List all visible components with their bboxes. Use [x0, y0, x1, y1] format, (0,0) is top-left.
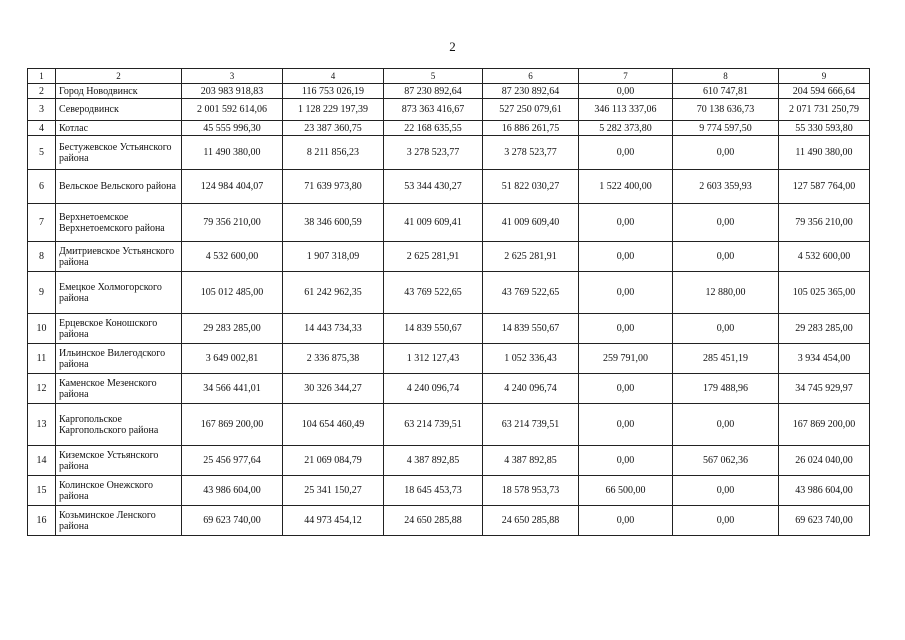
- municipality-name-cell: Ерцевское Коношского района: [56, 314, 182, 344]
- amount-cell: 29 283 285,00: [779, 314, 870, 344]
- amount-cell: 71 639 973,80: [283, 170, 384, 204]
- amount-cell: 104 654 460,49: [283, 404, 384, 446]
- amount-cell: 0,00: [673, 204, 779, 242]
- municipality-name-cell: Верхнетоемское Верхнетоемского района: [56, 204, 182, 242]
- table-row: [28, 136, 870, 170]
- municipality-name-cell: Емецкое Холмогорского района: [56, 272, 182, 314]
- amount-cell: 4 240 096,74: [384, 374, 483, 404]
- amount-cell: 18 645 453,73: [384, 476, 483, 506]
- municipality-name-cell: Колинское Онежского района: [56, 476, 182, 506]
- amount-cell: 0,00: [579, 84, 673, 99]
- amount-cell: 38 346 600,59: [283, 204, 384, 242]
- amount-cell: 0,00: [579, 242, 673, 272]
- amount-cell: 4 387 892,85: [384, 446, 483, 476]
- table-row: [28, 204, 870, 242]
- amount-cell: 0,00: [579, 314, 673, 344]
- amount-cell: 12 880,00: [673, 272, 779, 314]
- amount-cell: 51 822 030,27: [483, 170, 579, 204]
- amount-cell: 41 009 609,40: [483, 204, 579, 242]
- amount-cell: 34 566 441,01: [182, 374, 283, 404]
- municipality-name-cell: Киземское Устьянского района: [56, 446, 182, 476]
- amount-cell: 3 934 454,00: [779, 344, 870, 374]
- amount-cell: 4 240 096,74: [483, 374, 579, 404]
- amount-cell: 14 839 550,67: [483, 314, 579, 344]
- row-number-cell: 16: [28, 506, 56, 536]
- table-row: [28, 374, 870, 404]
- amount-cell: 0,00: [579, 404, 673, 446]
- amount-cell: 5 282 373,80: [579, 121, 673, 136]
- municipality-name-cell: Вельское Вельского района: [56, 170, 182, 204]
- amount-cell: 61 242 962,35: [283, 272, 384, 314]
- amount-cell: 3 278 523,77: [483, 136, 579, 170]
- amount-cell: 18 578 953,73: [483, 476, 579, 506]
- amount-cell: 66 500,00: [579, 476, 673, 506]
- amount-cell: 11 490 380,00: [182, 136, 283, 170]
- amount-cell: 30 326 344,27: [283, 374, 384, 404]
- table-row: [28, 506, 870, 536]
- amount-cell: 2 336 875,38: [283, 344, 384, 374]
- amount-cell: 8 211 856,23: [283, 136, 384, 170]
- amount-cell: 2 603 359,93: [673, 170, 779, 204]
- amount-cell: 203 983 918,83: [182, 84, 283, 99]
- amount-cell: 2 625 281,91: [483, 242, 579, 272]
- municipality-name-cell: Северодвинск: [56, 99, 182, 121]
- amount-cell: 3 278 523,77: [384, 136, 483, 170]
- amount-cell: 1 907 318,09: [283, 242, 384, 272]
- municipality-name-cell: Котлас: [56, 121, 182, 136]
- amount-cell: 34 745 929,97: [779, 374, 870, 404]
- municipality-name-cell: Каргопольское Каргопольского района: [56, 404, 182, 446]
- amount-cell: 285 451,19: [673, 344, 779, 374]
- row-number-cell: 9: [28, 272, 56, 314]
- row-number-cell: 15: [28, 476, 56, 506]
- amount-cell: 43 986 604,00: [779, 476, 870, 506]
- table-row: [28, 121, 870, 136]
- amount-cell: 873 363 416,67: [384, 99, 483, 121]
- table-row: [28, 242, 870, 272]
- municipality-name-cell: Козьминское Ленского района: [56, 506, 182, 536]
- amount-cell: 116 753 026,19: [283, 84, 384, 99]
- amount-cell: 44 973 454,12: [283, 506, 384, 536]
- column-header: 8: [673, 69, 779, 84]
- amount-cell: 0,00: [579, 446, 673, 476]
- table-row: [28, 314, 870, 344]
- amount-cell: 43 986 604,00: [182, 476, 283, 506]
- table-row: [28, 84, 870, 99]
- amount-cell: 4 387 892,85: [483, 446, 579, 476]
- amount-cell: 55 330 593,80: [779, 121, 870, 136]
- amount-cell: 9 774 597,50: [673, 121, 779, 136]
- amount-cell: 29 283 285,00: [182, 314, 283, 344]
- row-number-cell: 13: [28, 404, 56, 446]
- amount-cell: 25 456 977,64: [182, 446, 283, 476]
- amount-cell: 127 587 764,00: [779, 170, 870, 204]
- page-number: 2: [449, 39, 456, 54]
- amount-cell: 25 341 150,27: [283, 476, 384, 506]
- row-number-cell: 2: [28, 84, 56, 99]
- amount-cell: 79 356 210,00: [182, 204, 283, 242]
- amount-cell: 4 532 600,00: [182, 242, 283, 272]
- amount-cell: 22 168 635,55: [384, 121, 483, 136]
- amount-cell: 105 012 485,00: [182, 272, 283, 314]
- amount-cell: 70 138 636,73: [673, 99, 779, 121]
- budget-table: [27, 68, 870, 536]
- municipality-name-cell: Город Новодвинск: [56, 84, 182, 99]
- amount-cell: 167 869 200,00: [779, 404, 870, 446]
- table-row: [28, 476, 870, 506]
- table-row: [28, 404, 870, 446]
- amount-cell: 0,00: [673, 242, 779, 272]
- amount-cell: 1 312 127,43: [384, 344, 483, 374]
- table-body: [28, 69, 870, 536]
- row-number-cell: 6: [28, 170, 56, 204]
- amount-cell: 610 747,81: [673, 84, 779, 99]
- amount-cell: 4 532 600,00: [779, 242, 870, 272]
- row-number-cell: 14: [28, 446, 56, 476]
- amount-cell: 0,00: [579, 374, 673, 404]
- column-header: 7: [579, 69, 673, 84]
- table-row: [28, 272, 870, 314]
- amount-cell: 24 650 285,88: [483, 506, 579, 536]
- amount-cell: 259 791,00: [579, 344, 673, 374]
- amount-cell: 167 869 200,00: [182, 404, 283, 446]
- row-number-cell: 8: [28, 242, 56, 272]
- amount-cell: 0,00: [673, 506, 779, 536]
- amount-cell: 16 886 261,75: [483, 121, 579, 136]
- amount-cell: 63 214 739,51: [483, 404, 579, 446]
- amount-cell: 69 623 740,00: [182, 506, 283, 536]
- amount-cell: 0,00: [579, 272, 673, 314]
- amount-cell: 14 839 550,67: [384, 314, 483, 344]
- amount-cell: 63 214 739,51: [384, 404, 483, 446]
- amount-cell: 527 250 079,61: [483, 99, 579, 121]
- amount-cell: 87 230 892,64: [483, 84, 579, 99]
- amount-cell: 1 522 400,00: [579, 170, 673, 204]
- table-row: [28, 344, 870, 374]
- amount-cell: 0,00: [673, 476, 779, 506]
- amount-cell: 0,00: [579, 204, 673, 242]
- amount-cell: 0,00: [673, 136, 779, 170]
- column-header: 2: [56, 69, 182, 84]
- amount-cell: 0,00: [579, 506, 673, 536]
- municipality-name-cell: Дмитриевское Устьянского района: [56, 242, 182, 272]
- amount-cell: 87 230 892,64: [384, 84, 483, 99]
- column-header: 3: [182, 69, 283, 84]
- column-header: 9: [779, 69, 870, 84]
- row-number-cell: 7: [28, 204, 56, 242]
- row-number-cell: 4: [28, 121, 56, 136]
- amount-cell: 1 052 336,43: [483, 344, 579, 374]
- municipality-name-cell: Бестужевское Устьянского района: [56, 136, 182, 170]
- amount-cell: 2 071 731 250,79: [779, 99, 870, 121]
- column-header: 4: [283, 69, 384, 84]
- amount-cell: 69 623 740,00: [779, 506, 870, 536]
- amount-cell: 24 650 285,88: [384, 506, 483, 536]
- row-number-cell: 5: [28, 136, 56, 170]
- row-number-cell: 3: [28, 99, 56, 121]
- column-number-row: [28, 69, 870, 84]
- amount-cell: 2 625 281,91: [384, 242, 483, 272]
- municipality-name-cell: Ильинское Вилегодского района: [56, 344, 182, 374]
- amount-cell: 124 984 404,07: [182, 170, 283, 204]
- amount-cell: 346 113 337,06: [579, 99, 673, 121]
- amount-cell: 0,00: [673, 404, 779, 446]
- amount-cell: 43 769 522,65: [483, 272, 579, 314]
- amount-cell: 14 443 734,33: [283, 314, 384, 344]
- amount-cell: 567 062,36: [673, 446, 779, 476]
- amount-cell: 26 024 040,00: [779, 446, 870, 476]
- row-number-cell: 12: [28, 374, 56, 404]
- amount-cell: 41 009 609,41: [384, 204, 483, 242]
- table-row: [28, 170, 870, 204]
- amount-cell: 204 594 666,64: [779, 84, 870, 99]
- amount-cell: 45 555 996,30: [182, 121, 283, 136]
- row-number-cell: 11: [28, 344, 56, 374]
- municipality-name-cell: Каменское Мезенского района: [56, 374, 182, 404]
- table-row: [28, 446, 870, 476]
- column-header: 6: [483, 69, 579, 84]
- amount-cell: 21 069 084,79: [283, 446, 384, 476]
- amount-cell: 1 128 229 197,39: [283, 99, 384, 121]
- amount-cell: 79 356 210,00: [779, 204, 870, 242]
- amount-cell: 23 387 360,75: [283, 121, 384, 136]
- column-header: 1: [28, 69, 56, 84]
- amount-cell: 3 649 002,81: [182, 344, 283, 374]
- amount-cell: 2 001 592 614,06: [182, 99, 283, 121]
- amount-cell: 53 344 430,27: [384, 170, 483, 204]
- amount-cell: 11 490 380,00: [779, 136, 870, 170]
- amount-cell: 0,00: [673, 314, 779, 344]
- table-row: [28, 99, 870, 121]
- row-number-cell: 10: [28, 314, 56, 344]
- amount-cell: 43 769 522,65: [384, 272, 483, 314]
- amount-cell: 179 488,96: [673, 374, 779, 404]
- amount-cell: 0,00: [579, 136, 673, 170]
- column-header: 5: [384, 69, 483, 84]
- amount-cell: 105 025 365,00: [779, 272, 870, 314]
